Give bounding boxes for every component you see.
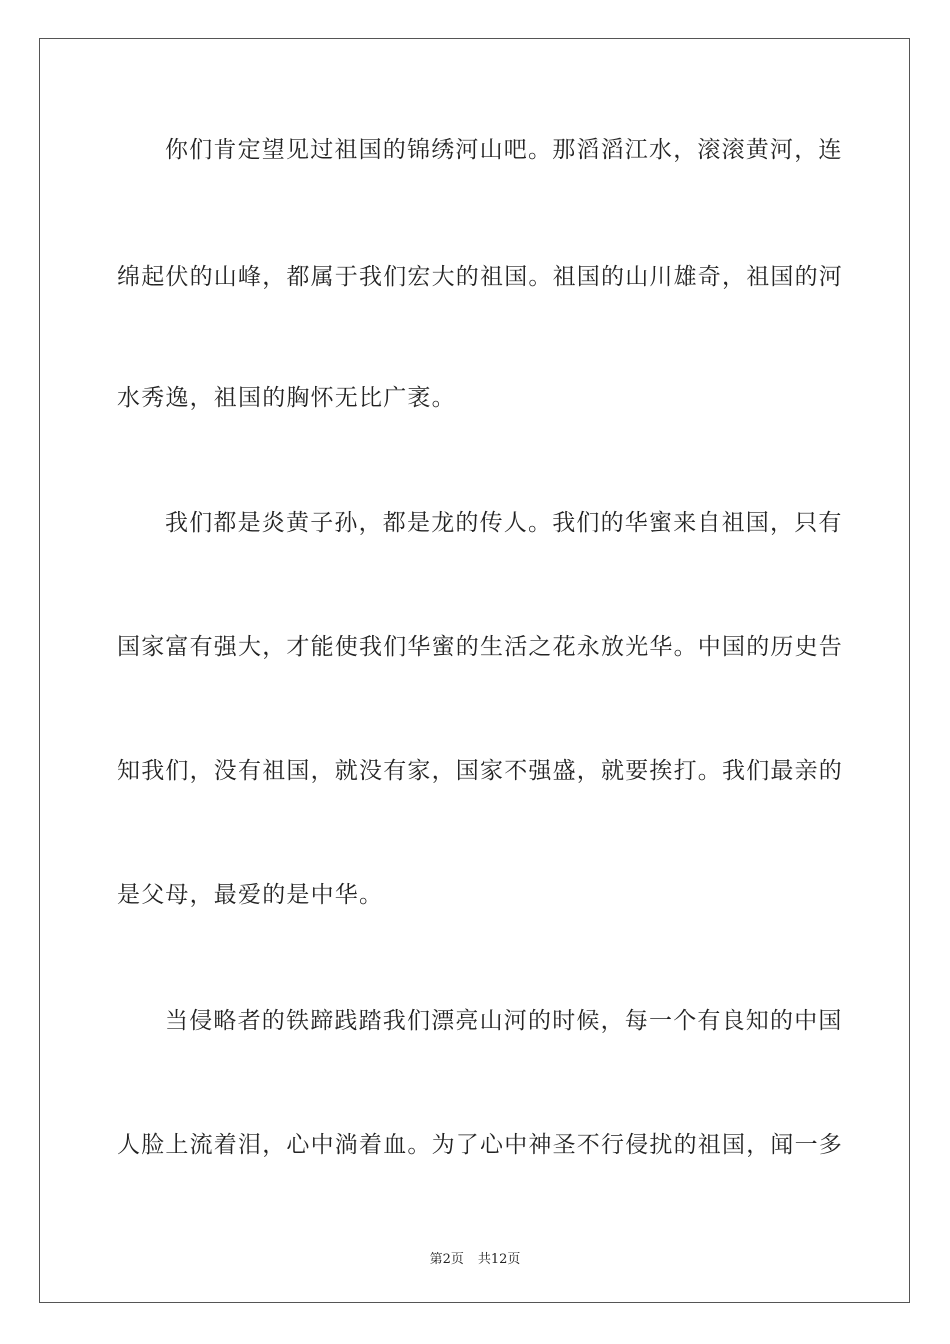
page-footer bbox=[0, 1248, 950, 1267]
paragraph-2-line-3: 知我们，没有祖国，就没有家，国家不强盛，就要挨打。我们最亲的 bbox=[117, 758, 843, 784]
paragraph-2-line-2: 国家富有强大，才能使我们华蜜的生活之花永放光华。中国的历史告 bbox=[117, 634, 843, 660]
paragraph-2-line-1: 我们都是炎黄子孙，都是龙的传人。我们的华蜜来自祖国，只有 bbox=[165, 510, 843, 536]
paragraph-3-line-1: 当侵略者的铁蹄践踏我们漂亮山河的时候，每一个有良知的中国 bbox=[165, 1008, 843, 1034]
paragraph-1-line-2: 绵起伏的山峰，都属于我们宏大的祖国。祖国的山川雄奇，祖国的河 bbox=[117, 264, 843, 290]
page-number: 第2页 bbox=[429, 1252, 464, 1267]
paragraph-2-line-4: 是父母，最爱的是中华。 bbox=[117, 882, 384, 908]
page-frame bbox=[39, 38, 910, 1303]
paragraph-1-line-3: 水秀逸，祖国的胸怀无比广袤。 bbox=[117, 385, 456, 411]
paragraph-3-line-2: 人脸上流着泪，心中淌着血。为了心中神圣不行侵扰的祖国，闻一多 bbox=[117, 1132, 843, 1158]
paragraph-1-line-1: 你们肯定望见过祖国的锦绣河山吧。那滔滔江水，滚滚黄河，连 bbox=[165, 137, 843, 163]
page-total: 共12页 bbox=[477, 1252, 521, 1267]
